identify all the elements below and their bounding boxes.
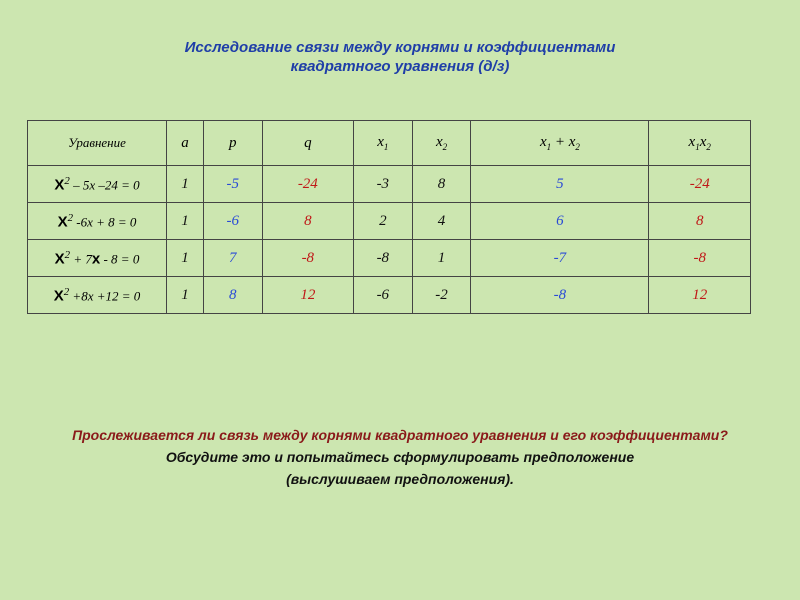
cell-sum: -7 [471, 240, 649, 277]
header-sum-a-sub: 1 [546, 142, 552, 152]
discussion-questions [40, 424, 760, 490]
eq-rest: +8x +12 = 0 [69, 288, 141, 304]
header-a: a [167, 121, 204, 166]
cell-sum: -8 [471, 277, 649, 314]
cell-a: 1 [167, 240, 204, 277]
table-row [28, 277, 751, 314]
eq-rest: – 5x –24 = 0 [69, 177, 140, 193]
header-equation: Уравнение [28, 121, 167, 166]
header-sum-plus: + x [551, 134, 576, 150]
header-x1 [353, 121, 412, 166]
cell-x1: -3 [353, 166, 412, 203]
header-sum [471, 121, 649, 166]
header-q: q [262, 121, 353, 166]
header-x1-letter: x [377, 134, 384, 150]
cell-x2: 1 [412, 240, 471, 277]
header-prod-b-sub: 2 [706, 142, 711, 152]
table-header-row [28, 121, 751, 166]
equation-cell [28, 203, 167, 240]
cell-x1: -8 [353, 240, 412, 277]
equation-cell [28, 240, 167, 277]
cell-x2: -2 [412, 277, 471, 314]
header-x2-sub: 2 [442, 142, 448, 152]
header-prod-a: x [688, 134, 696, 150]
eq-x2: x [91, 250, 101, 268]
eq-x: X [57, 213, 68, 231]
coefficients-table [27, 120, 751, 314]
cell-q: -24 [262, 166, 353, 203]
cell-x1: 2 [353, 203, 412, 240]
title-line-1: Исследование связи между корнями и коэффициентами [184, 39, 616, 56]
question-line-3: (выслушиваем предположения). [286, 471, 514, 487]
cell-q: 8 [262, 203, 353, 240]
cell-p: 7 [203, 240, 262, 277]
question-line-2: Обсудите это и попытайтесь сформулировать предположение [165, 449, 635, 465]
table-row [28, 203, 751, 240]
cell-p: 8 [203, 277, 262, 314]
cell-p: -5 [203, 166, 262, 203]
cell-product: -24 [649, 166, 751, 203]
eq-rest: + 7 [70, 251, 92, 267]
eq-sup: 2 [63, 285, 70, 298]
header-x1-sub: 1 [383, 142, 389, 152]
cell-q: 12 [262, 277, 353, 314]
cell-x2: 4 [412, 203, 471, 240]
equation-cell [28, 166, 167, 203]
eq-x: X [54, 176, 65, 194]
header-x2 [412, 121, 471, 166]
eq-rest2: - 8 = 0 [100, 251, 140, 267]
header-p: p [203, 121, 262, 166]
eq-rest: -6x + 8 = 0 [73, 214, 137, 230]
equation-cell [28, 277, 167, 314]
header-prod-b: x [699, 134, 707, 150]
header-sum-a: x [539, 134, 547, 150]
eq-sup: 2 [64, 174, 70, 187]
eq-sup: 2 [64, 248, 71, 261]
cell-product: -8 [649, 240, 751, 277]
eq-x: X [54, 250, 65, 268]
eq-x: X [53, 287, 64, 305]
cell-product: 8 [649, 203, 751, 240]
header-x2-letter: x [435, 134, 443, 150]
cell-a: 1 [167, 203, 204, 240]
cell-a: 1 [167, 166, 204, 203]
cell-x1: -6 [353, 277, 412, 314]
cell-sum: 5 [471, 166, 649, 203]
header-sum-b-sub: 2 [575, 142, 580, 152]
cell-x2: 8 [412, 166, 471, 203]
eq-sup: 2 [67, 211, 74, 224]
cell-q: -8 [262, 240, 353, 277]
cell-a: 1 [167, 277, 204, 314]
slide-title [80, 38, 720, 76]
cell-sum: 6 [471, 203, 649, 240]
cell-product: 12 [649, 277, 751, 314]
title-line-2: квадратного уравнения (д/з) [290, 58, 510, 75]
header-product [649, 121, 751, 166]
table-row [28, 240, 751, 277]
cell-p: -6 [203, 203, 262, 240]
table-row [28, 166, 751, 203]
question-line-1: Прослеживается ли связь между корнями квадратного уравнения и его коэффициентами? [72, 427, 728, 443]
header-prod-a-sub: 1 [695, 142, 700, 152]
